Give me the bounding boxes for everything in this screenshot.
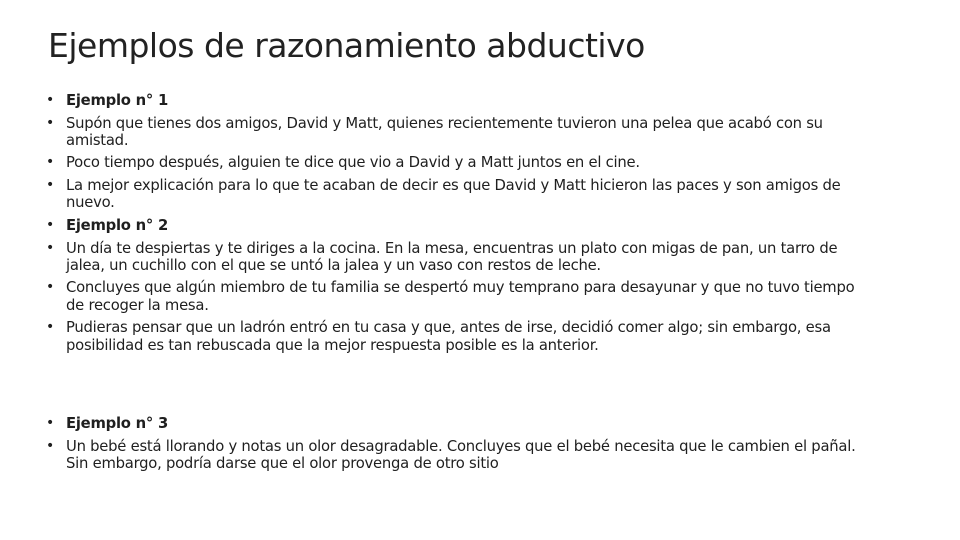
list-item-text: Un bebé está llorando y notas un olor desagradable. Concluyes que el bebé necesita que le cambien el pañal. Sin embargo, podría darse que el olor provenga de otro sitio bbox=[66, 437, 856, 472]
list-item bbox=[46, 319, 876, 354]
list-item-text: La mejor explicación para lo que te acaban de decir es que David y Matt hicieron las paces y son amigos de nuevo. bbox=[66, 177, 841, 212]
bullet-icon: • bbox=[46, 154, 55, 171]
bullet-list-examples-1-2 bbox=[46, 92, 876, 359]
list-item-text: Ejemplo n° 2 bbox=[66, 216, 168, 234]
list-item bbox=[46, 438, 876, 473]
list-item-text: Ejemplo n° 1 bbox=[66, 92, 168, 109]
bullet-icon: • bbox=[46, 177, 55, 194]
list-item-ejemplo-3-heading bbox=[46, 415, 876, 432]
list-item-text: Ejemplo n° 3 bbox=[66, 415, 168, 432]
list-item bbox=[46, 240, 876, 275]
bullet-icon: • bbox=[46, 415, 55, 431]
bullet-icon: • bbox=[46, 114, 55, 131]
list-item-text: Supón que tienes dos amigos, David y Matt, quienes recientemente tuvieron una pelea que acabó con su amistad. bbox=[66, 114, 823, 149]
bullet-icon: • bbox=[46, 279, 55, 296]
list-item-text: Pudieras pensar que un ladrón entró en tu casa y que, antes de irse, decidió comer algo; sin embargo, esa posibilidad es tan rebuscada que la mejor respuesta posible es la anterior. bbox=[66, 319, 831, 354]
list-item-text: Un día te despiertas y te diriges a la cocina. En la mesa, encuentras un plato con migas de pan, un tarro de jalea, un cuchillo con el que se untó la jalea y un vaso con restos de leche. bbox=[66, 239, 838, 274]
list-item bbox=[46, 279, 876, 314]
bullet-icon: • bbox=[46, 216, 55, 233]
list-item-ejemplo-1-heading bbox=[46, 92, 876, 109]
bullet-icon: • bbox=[46, 319, 55, 336]
list-item-ejemplo-2-heading bbox=[46, 217, 876, 234]
list-item bbox=[46, 177, 876, 212]
list-item-text: Concluyes que algún miembro de tu familia se despertó muy temprano para desayunar y que no tuvo tiempo de recoger la mesa. bbox=[66, 279, 855, 314]
list-item-text: Poco tiempo después, alguien te dice que vio a David y a Matt juntos en el cine. bbox=[66, 154, 640, 172]
bullet-icon: • bbox=[46, 239, 55, 256]
list-item bbox=[46, 115, 876, 150]
bullet-icon: • bbox=[46, 437, 55, 454]
list-item bbox=[46, 154, 876, 171]
bullet-icon: • bbox=[46, 92, 55, 108]
slide-title: Ejemplos de razonamiento abductivo bbox=[48, 26, 645, 65]
bullet-list-example-3 bbox=[46, 415, 876, 477]
